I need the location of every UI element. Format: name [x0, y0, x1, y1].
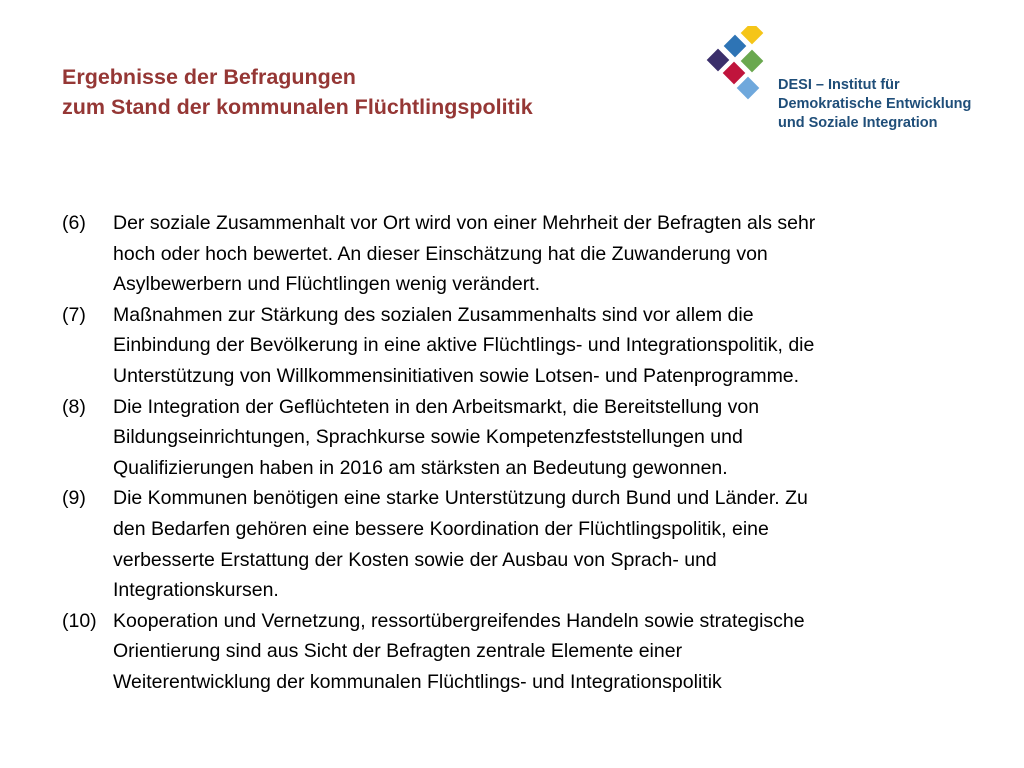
item-text-line: Die Kommunen benötigen eine starke Unterstützung durch Bund und Länder. Zu [113, 487, 808, 510]
mosaic-blue [724, 35, 747, 58]
item-text-line: verbesserte Erstattung der Kosten sowie der Ausbau von Sprach- und [113, 548, 717, 571]
item-text-line: Asylbewerbern und Flüchtlingen wenig verändert. [113, 273, 541, 296]
mosaic-red [723, 62, 746, 85]
item-text-line: Qualifizierungen haben in 2016 am stärksten an Bedeutung gewonnen. [113, 456, 728, 479]
item-text-line: Integrationskursen. [113, 579, 279, 602]
desi-mosaic-icon [706, 26, 786, 116]
item-text-line: Bildungseinrichtungen, Sprachkurse sowie Kompetenzfeststellungen und [113, 426, 743, 449]
logo-line-3: und Soziale Integration [778, 115, 938, 131]
item-text-line: den Bedarfen gehören eine bessere Koordination der Flüchtlingspolitik, eine [113, 517, 769, 540]
item-text-line: Kooperation und Vernetzung, ressortübergreifendes Handeln sowie strategische [113, 609, 805, 632]
item-text-line: hoch oder hoch bewertet. An dieser Einschätzung hat die Zuwanderung von [113, 242, 768, 265]
item-number: (6) [62, 212, 86, 234]
item-number: (7) [62, 303, 86, 326]
list-item [62, 300, 982, 392]
list-item [62, 606, 982, 698]
mosaic-green [741, 50, 764, 73]
item-text-line: Die Integration der Geflüchteten in den Arbeitsmarkt, die Bereitstellung von [113, 395, 760, 418]
slide-title [62, 62, 682, 122]
title-line-2: zum Stand der kommunalen Flüchtlingspolitik [62, 95, 533, 119]
item-text-line: Maßnahmen zur Stärkung des sozialen Zusammenhalts sind vor allem die [113, 303, 754, 326]
logo-text [778, 76, 971, 133]
item-number: (10) [62, 609, 97, 632]
list-item [62, 392, 982, 484]
mosaic-yellow [741, 26, 764, 44]
findings-list [62, 208, 982, 698]
item-number: (9) [62, 487, 86, 510]
desi-logo [706, 26, 1006, 146]
item-text-line: Der soziale Zusammenhalt vor Ort wird von einer Mehrheit der Befragten als sehr [113, 212, 816, 234]
title-line-1: Ergebnisse der Befragungen [62, 65, 356, 89]
item-text-line: Einbindung der Bevölkerung in eine aktive Flüchtlings- und Integrationspolitik, die [113, 334, 815, 357]
item-text-line: Weiterentwicklung der kommunalen Flüchtlings- und Integrationspolitik [113, 670, 722, 693]
item-text-line: Orientierung sind aus Sicht der Befragten zentrale Elemente einer [113, 640, 683, 663]
logo-line-2: Demokratische Entwicklung [778, 96, 972, 112]
mosaic-purple [707, 49, 730, 72]
list-item [62, 483, 982, 605]
item-text-line: Unterstützung von Willkommensinitiativen sowie Lotsen- und Patenprogramme. [113, 364, 800, 387]
list-item [62, 208, 982, 300]
item-number: (8) [62, 395, 86, 418]
mosaic-light-blue [737, 77, 760, 100]
logo-line-1: DESI – Institut für [778, 77, 900, 93]
